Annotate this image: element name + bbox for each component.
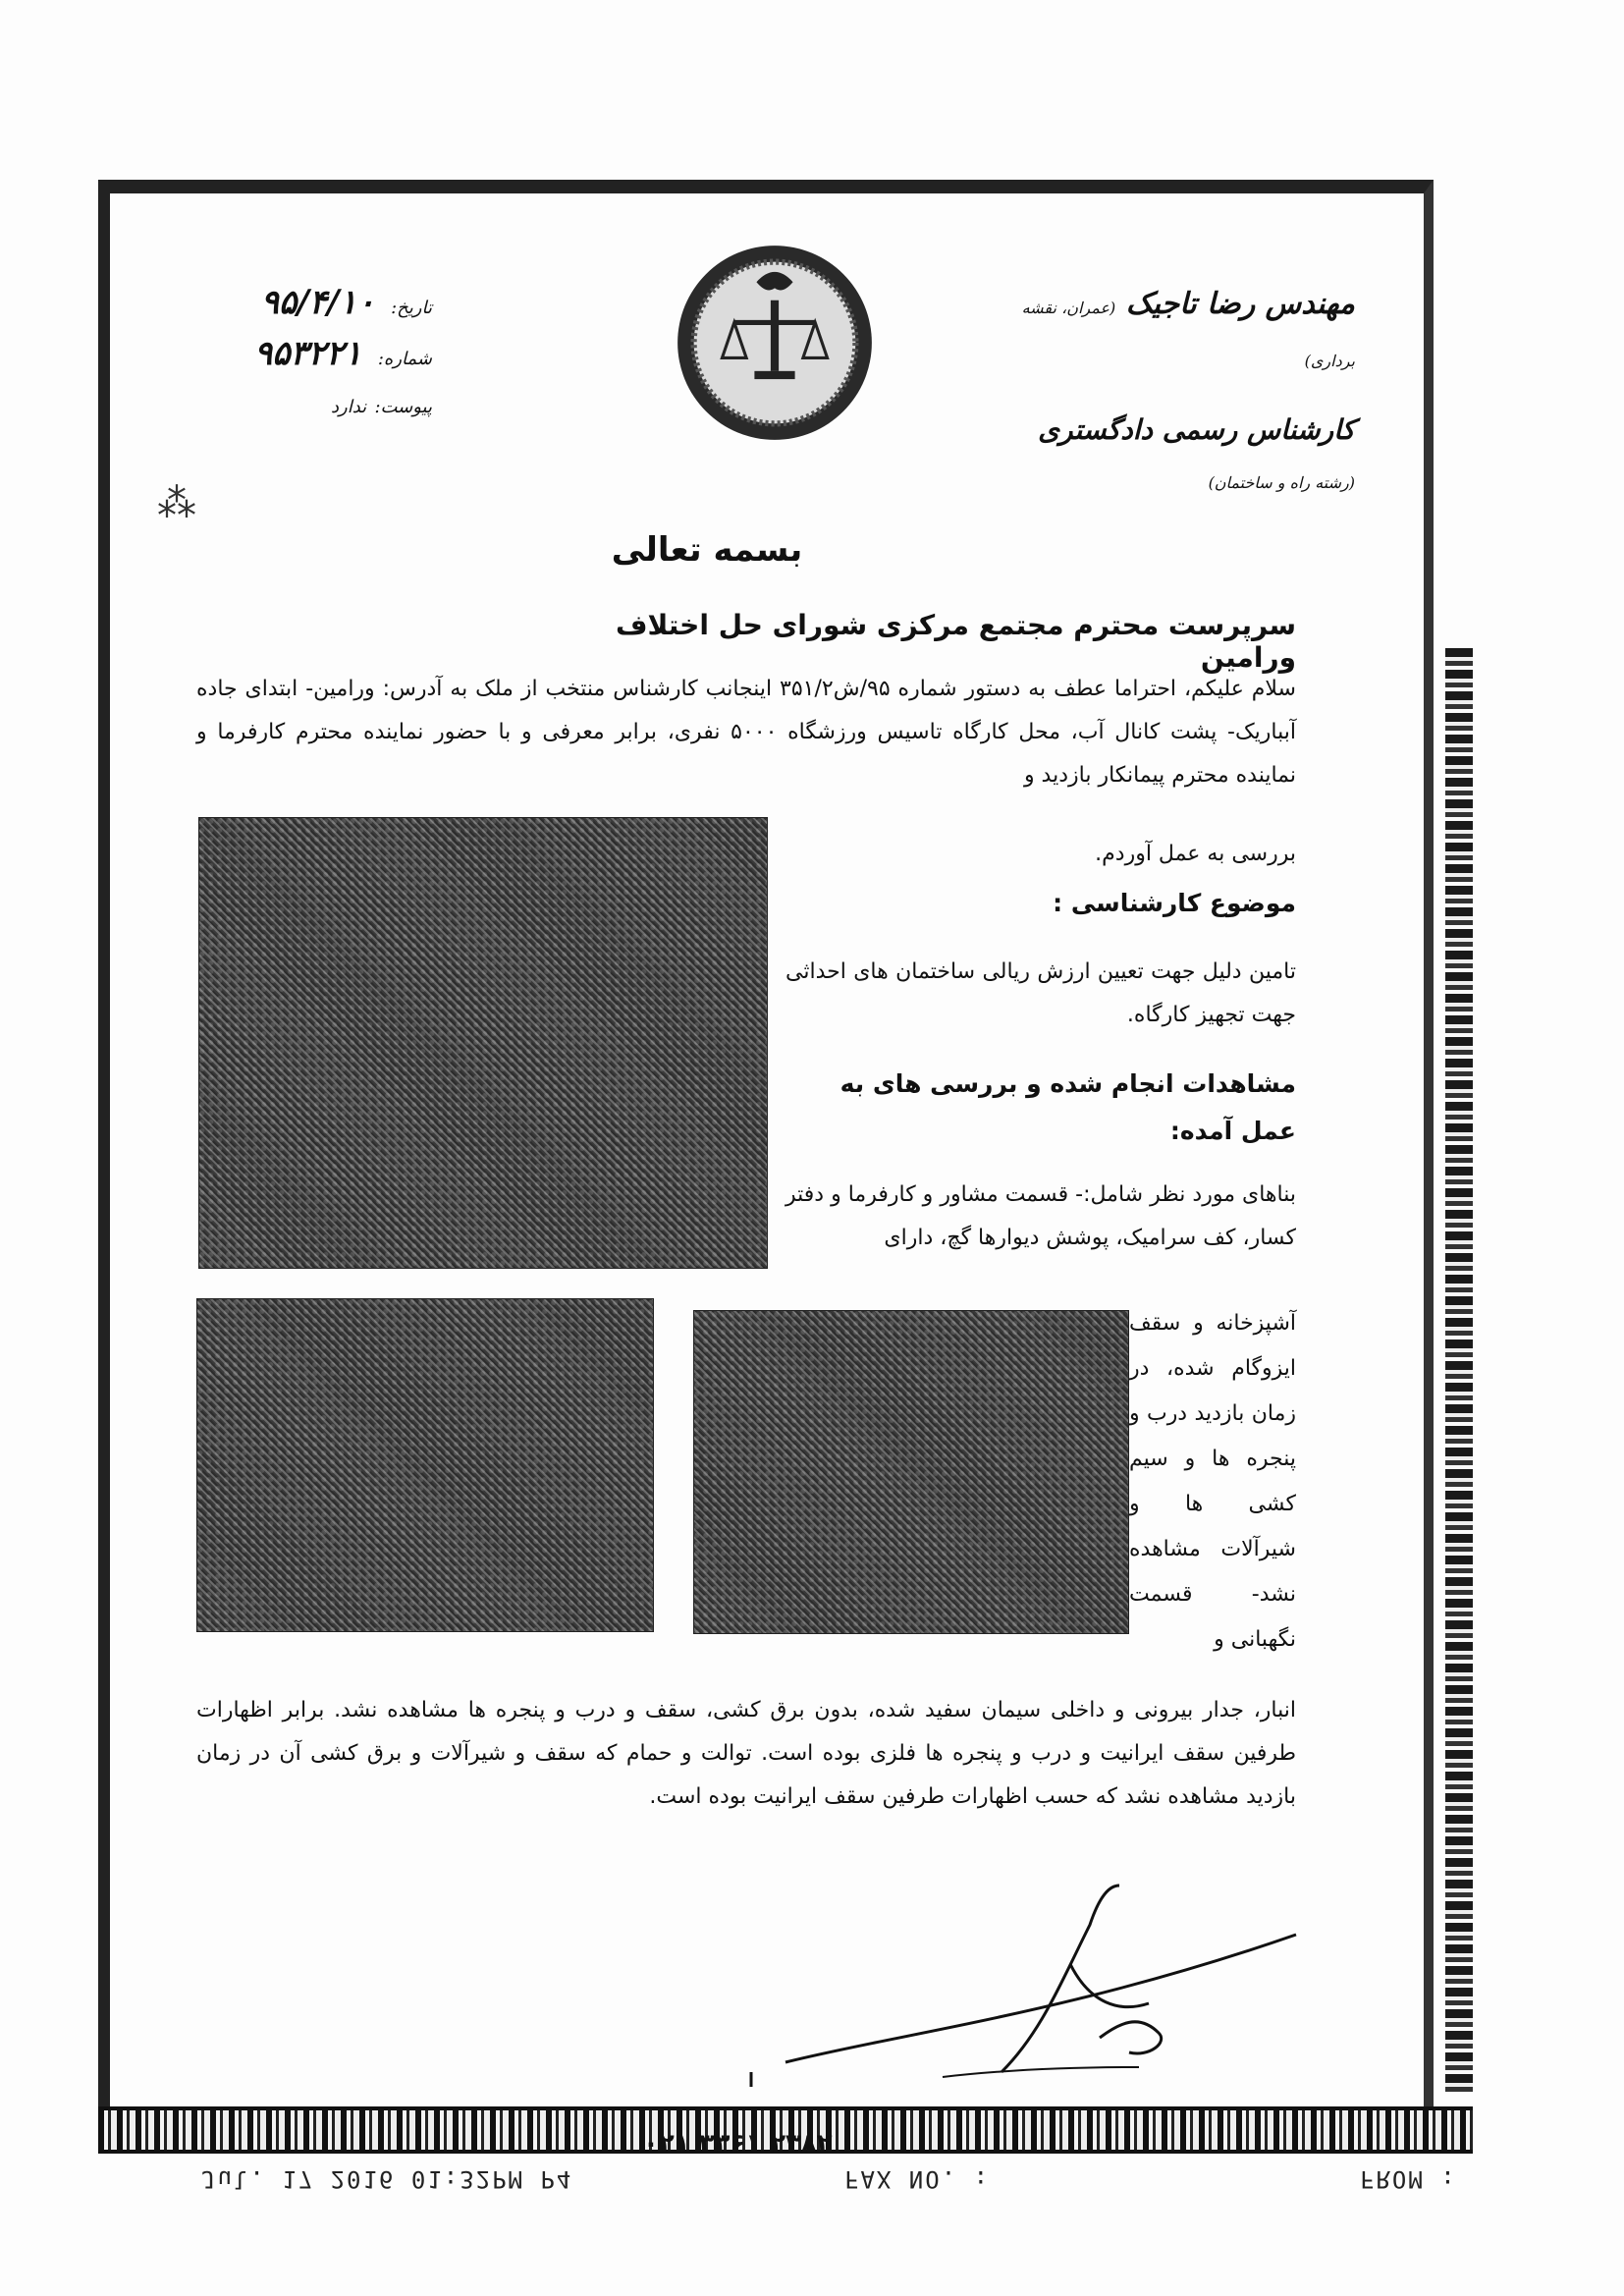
date-value: ۹۵/۴/۱۰ bbox=[260, 283, 375, 322]
number-value: ۹۵۳۲۲۱ bbox=[253, 334, 362, 373]
observations-heading: مشاهدات انجام شده و بررسی های به عمل آمده: bbox=[839, 1069, 1296, 1145]
basmala-heading: بسمه تعالی bbox=[611, 530, 803, 570]
buildings-paragraph: بناهای مورد نظر شامل:- قسمت مشاور و کارفرما و دفتر کسار، کف سرامیک، پوشش دیوارها گچ، دارای bbox=[785, 1182, 1296, 1250]
number-label: شماره: bbox=[377, 349, 432, 369]
recipient-line: سرپرست محترم مجتمع مرکزی شورای حل اختلاف ورامین bbox=[615, 609, 1296, 674]
engineer-letterhead bbox=[1001, 280, 1355, 508]
subject-paragraph: تامین دلیل جهت تعیین ارزش ریالی ساختمان های احداثی جهت تجهیز کارگاه. bbox=[785, 959, 1296, 1027]
intro-paragraph-end: بررسی به عمل آوردم. bbox=[1095, 842, 1296, 866]
number-row bbox=[236, 331, 432, 382]
handwritten-signature bbox=[746, 1866, 1355, 2092]
engineer-name: مهندس رضا تاجیک bbox=[1125, 287, 1355, 321]
intro-paragraph: سلام علیکم، احتراما عطف به دستور شماره ۹۵/ش۳۵۱/۲ اینجانب کارشناس منتخب از ملک به آدرس: ورامین- ابتدای جاده آبباریک- پشت کانال آب، محل کارگاه تاسیس ورزشگاه ۵۰۰۰ نفری، برابر معرفی و با حضور نماینده محترم کارفرما و نماینده محترم پیمانکار بازدید و bbox=[196, 677, 1296, 788]
engineer-field: (عمران، نقشه برداری) bbox=[1021, 299, 1355, 370]
judiciary-emblem bbox=[674, 242, 876, 444]
attachment-row bbox=[236, 382, 432, 430]
letter-metadata bbox=[236, 280, 432, 430]
site-photo-office-building bbox=[198, 817, 768, 1269]
fax-header-number: FAX NO. : bbox=[844, 2165, 991, 2193]
engineer-name-row bbox=[1001, 280, 1355, 386]
fax-timestamp: Jul. 17 2016 01:32PM P4 bbox=[201, 2165, 573, 2193]
fax-from-label: FROM : bbox=[1360, 2165, 1457, 2193]
expert-field: (رشته راه و ساختمان) bbox=[1208, 473, 1355, 492]
date-row bbox=[236, 280, 432, 331]
narrow-column-paragraph: آشپزخانه و سقف ایزوگام شده، در زمان بازدید درب و پنجره ها و سیم کشی ها و شیرآلات مشاهده نشد- قسمت نگهبانی و bbox=[1129, 1311, 1296, 1652]
scan-artifact-marks: ⁂ bbox=[157, 481, 196, 526]
attachment-label: پیوست: bbox=[374, 397, 432, 417]
subject-heading: موضوع کارشناسی : bbox=[1053, 889, 1296, 917]
expert-title: کارشناس رسمی دادگستری bbox=[1038, 413, 1355, 446]
date-label: تاریخ: bbox=[391, 298, 432, 318]
closing-paragraph: انبار، جدار بیرونی و داخلی سیمان سفید شده، بدون برق کشی، سقف و درب و پنجره ها مشاهده نشد. برابر اظهارات طرفین سقف ایرانیت و درب و پنجره ها فلزی بوده است. توالت و حمام که سقف و شیرآلات و برق کشی آن در زمان بازدید مشاهده نشد که حسب اظهارات طرفین سقف ایرانیت بوده است. bbox=[196, 1698, 1296, 1809]
fax-phone-number: ۰۲۱ ۳۳۶۱ ۲۳۸۲ bbox=[643, 2129, 833, 2159]
site-photo-building-entrance bbox=[693, 1310, 1129, 1634]
attachment-value: ندارد bbox=[331, 397, 367, 417]
site-photo-building-exterior bbox=[196, 1298, 654, 1632]
fax-edge-strip bbox=[1445, 648, 1473, 2092]
expert-title-row bbox=[1001, 406, 1355, 508]
